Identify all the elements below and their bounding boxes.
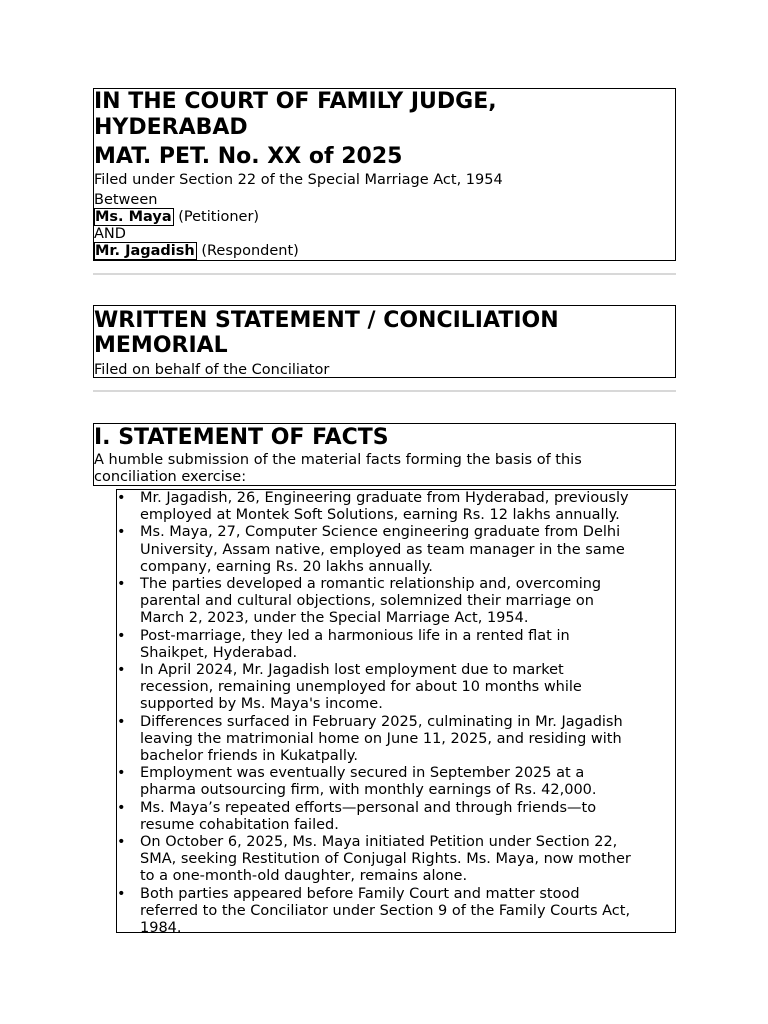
list-item-line: to a one-month-old daughter, remains alone.: [140, 868, 468, 885]
list-item-line: Ms. Maya, 27, Computer Science engineering graduate from Delhi: [140, 524, 621, 541]
list-item-line: Post-marriage, they led a harmonious life in a rented flat in: [140, 627, 570, 644]
list-item-line: 1984.: [140, 920, 182, 937]
list-item-line: Both parties appeared before Family Court and matter stood: [140, 885, 580, 902]
respondent-role: (Respondent): [201, 243, 299, 259]
court-title-line1: IN THE COURT OF FAMILY JUDGE,: [94, 89, 497, 114]
list-item-line: SMA, seeking Restitution of Conjugal Rights. Ms. Maya, now mother: [140, 851, 631, 868]
list-item-line: Ms. Maya’s repeated efforts—personal and through friends—to: [140, 799, 597, 816]
bullet-marker: •: [117, 490, 126, 506]
list-item-line: parental and cultural objections, solemnized their marriage on: [140, 593, 594, 610]
divider-2: [93, 390, 676, 392]
petitioner-line: [94, 209, 675, 226]
statement-of-facts-title: I. STATEMENT OF FACTS: [94, 425, 389, 450]
list-item: [117, 490, 675, 524]
document-page: [93, 88, 676, 937]
between-label: Between: [94, 192, 158, 208]
list-item-line: resume cohabitation failed.: [140, 816, 339, 833]
list-item-line: The parties developed a romantic relationship and, overcoming: [140, 576, 602, 593]
list-item: [117, 713, 675, 766]
list-item-line: Mr. Jagadish, 26, Engineering graduate from Hyderabad, previously: [140, 490, 629, 506]
list-item-line: leaving the matrimonial home on June 11, 2025, and residing with: [140, 730, 622, 747]
and-label: AND: [94, 226, 126, 242]
list-item-line: company, earning Rs. 20 lakhs annually.: [140, 558, 433, 575]
list-item: [117, 799, 675, 834]
court-title-line2: HYDERABAD: [94, 115, 248, 140]
bullet-marker: •: [117, 885, 126, 902]
list-item-line: In April 2024, Mr. Jagadish lost employment due to market: [140, 662, 564, 679]
bullet-marker: •: [117, 576, 126, 593]
bullet-marker: •: [117, 524, 126, 541]
respondent-name: Mr. Jagadish: [95, 243, 195, 259]
list-item-line: supported by Ms. Maya's income.: [140, 696, 383, 713]
petitioner-role: (Petitioner): [178, 209, 260, 225]
written-statement-subtitle: Filed on behalf of the Conciliator: [94, 362, 330, 378]
list-item-line: Employment was eventually secured in September 2025 at a: [140, 765, 585, 782]
statement-of-facts-header: [93, 423, 676, 486]
list-item-line: pharma outsourcing firm, with monthly earnings of Rs. 42,000.: [140, 782, 597, 799]
statement-of-facts-intro-line1: A humble submission of the material facts forming the basis of this: [94, 452, 582, 468]
list-item-line: Differences surfaced in February 2025, culminating in Mr. Jagadish: [140, 713, 623, 730]
bullet-marker: •: [117, 662, 126, 679]
bullet-marker: •: [117, 765, 126, 782]
case-header: [93, 88, 676, 261]
respondent-line: [94, 243, 675, 260]
list-item-line: University, Assam native, employed as team manager in the same: [140, 541, 625, 558]
list-item: [117, 885, 675, 938]
list-item: [117, 765, 675, 799]
case-number: MAT. PET. No. XX of 2025: [94, 144, 403, 169]
list-item: [117, 576, 675, 628]
bullet-marker: •: [117, 627, 126, 644]
list-item-line: recession, remaining unemployed for about 10 months while: [140, 679, 582, 696]
list-item-line: referred to the Conciliator under Section 9 of the Family Courts Act,: [140, 902, 631, 919]
written-statement-title-line1: WRITTEN STATEMENT / CONCILIATION: [94, 308, 559, 333]
written-statement-header: [93, 305, 676, 378]
list-item: [117, 627, 675, 662]
list-item: [117, 834, 675, 886]
list-item: [117, 524, 675, 576]
statement-of-facts-intro-line2: conciliation exercise:: [94, 469, 247, 485]
bullet-marker: •: [117, 799, 126, 816]
list-item-line: bachelor friends in Kukatpally.: [140, 748, 359, 765]
facts-list: [116, 489, 676, 937]
list-item-line: employed at Montek Soft Solutions, earning Rs. 12 lakhs annually.: [140, 507, 620, 524]
list-item: [117, 662, 675, 714]
list-item-line: March 2, 2023, under the Special Marriage Act, 1954.: [140, 610, 529, 627]
petitioner-name: Ms. Maya: [95, 209, 172, 225]
written-statement-title-line2: MEMORIAL: [94, 333, 228, 358]
bullet-marker: •: [117, 713, 126, 730]
list-item-line: Shaikpet, Hyderabad.: [140, 644, 298, 661]
bullet-marker: •: [117, 834, 126, 851]
divider-1: [93, 273, 676, 275]
filed-under-text: Filed under Section 22 of the Special Marriage Act, 1954: [94, 172, 503, 188]
list-item-line: On October 6, 2025, Ms. Maya initiated Petition under Section 22,: [140, 834, 618, 851]
